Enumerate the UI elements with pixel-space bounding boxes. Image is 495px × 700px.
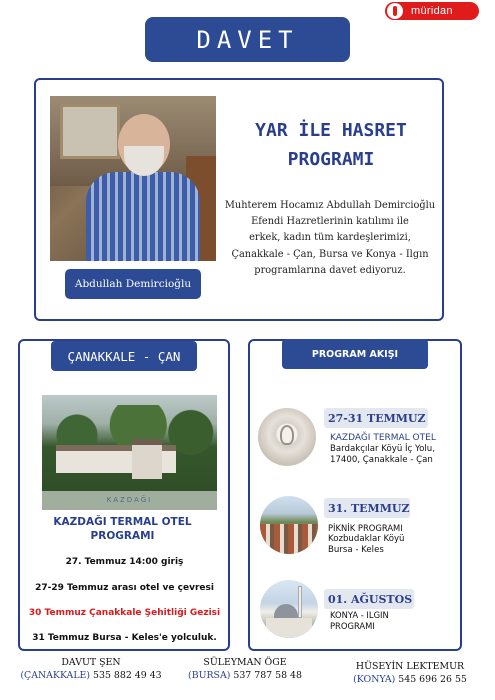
event-detail-line: PROGRAMI — [330, 621, 375, 631]
contact-phone-line — [16, 669, 166, 682]
contact-city: (ÇANAKKALE) — [20, 670, 91, 681]
venue-label: ÇANAKKALE - ÇAN — [51, 341, 197, 371]
hotel-logo-text: KAZDAĞI — [42, 491, 217, 510]
contact-phone-line — [330, 673, 490, 686]
event-title: KONYA - ILGIN — [330, 610, 389, 620]
program-headline — [226, 116, 436, 174]
village-photo-circle — [260, 496, 318, 554]
hotel-photo — [42, 395, 217, 510]
contact-phone[interactable]: 537 787 58 48 — [233, 670, 302, 681]
schedule-item: 27. Temmuz 14:00 giriş — [65, 557, 184, 567]
contact-name: DAVUT ŞEN — [61, 657, 121, 668]
page-title: DAVET — [145, 17, 350, 62]
hotel-logo-circle — [258, 408, 316, 466]
invitation-line: Muhterem Hocamız Abdullah Demircioğlu — [224, 200, 436, 211]
headline-line-2: PROGRAMI — [287, 149, 375, 170]
event-detail-line: 17400, Çanakkale - Çan — [330, 455, 433, 465]
schedule-item: 31 Temmuz Bursa - Keles'e yolculuk. — [32, 633, 217, 643]
contact-phone[interactable]: 535 882 49 43 — [93, 670, 162, 681]
event-date: 31. TEMMUZ — [324, 498, 410, 518]
invitation-text — [222, 198, 438, 279]
muridan-brand-badge[interactable] — [385, 2, 479, 20]
contact-city: (BURSA) — [188, 670, 231, 681]
event-title: PİKNİK PROGRAMI — [328, 523, 403, 533]
event-date: 01. AĞUSTOS — [324, 589, 414, 609]
hotel-program-title — [30, 515, 215, 543]
hotel-title-line-1: KAZDAĞI TERMAL OTEL — [53, 516, 192, 528]
event-detail-line: Bursa - Keles — [328, 545, 384, 555]
schedule-item: 27-29 Temmuz arası otel ve çevresi — [35, 583, 214, 593]
event-detail-line: Bardakçılar Köyü İç Yolu, — [330, 444, 435, 454]
contact-phone-line — [170, 669, 320, 682]
brand-name: müridan — [411, 5, 453, 17]
invitation-line: Çanakkale - Çan, Bursa ve Konya - Ilgın — [231, 248, 429, 260]
program-label: PROGRAM AKIŞI — [282, 339, 428, 369]
contact-name: SÜLEYMAN ÖGE — [203, 657, 287, 668]
mosque-photo-circle — [260, 580, 318, 638]
event-details — [328, 534, 405, 556]
hotel-title-line-2: PROGRAMI — [90, 530, 155, 542]
contact-name: HÜSEYİN LEKTEMUR — [355, 661, 465, 672]
event-title: KAZDAĞI TERMAL OTEL — [330, 433, 436, 443]
event-date: 27-31 TEMMUZ — [324, 408, 428, 428]
invitation-line: programlarına davet ediyoruz. — [254, 264, 406, 276]
schedule-item-highlight: 30 Temmuz Çanakkale Şehitliği Gezisi — [28, 608, 221, 618]
invitation-line: erkek, kadın tüm kardeşlerimizi, — [249, 232, 411, 244]
event-details — [330, 621, 375, 632]
invitation-line: Efendi Hazretlerinin katılımı ile — [251, 216, 409, 228]
event-detail-line: Kozbudaklar Köyü — [328, 534, 405, 544]
contact-konya — [330, 660, 490, 686]
headline-line-1: YAR İLE HASRET — [255, 120, 407, 141]
contact-city: (KONYA) — [353, 674, 396, 685]
event-details — [330, 444, 435, 466]
speaker-name-tag: Abdullah Demircioğlu — [65, 269, 201, 299]
contact-canakkale — [16, 656, 166, 682]
contact-bursa — [170, 656, 320, 682]
speaker-photo — [50, 96, 216, 261]
muridan-logo-icon — [387, 3, 403, 19]
contact-phone[interactable]: 545 696 26 55 — [398, 674, 467, 685]
